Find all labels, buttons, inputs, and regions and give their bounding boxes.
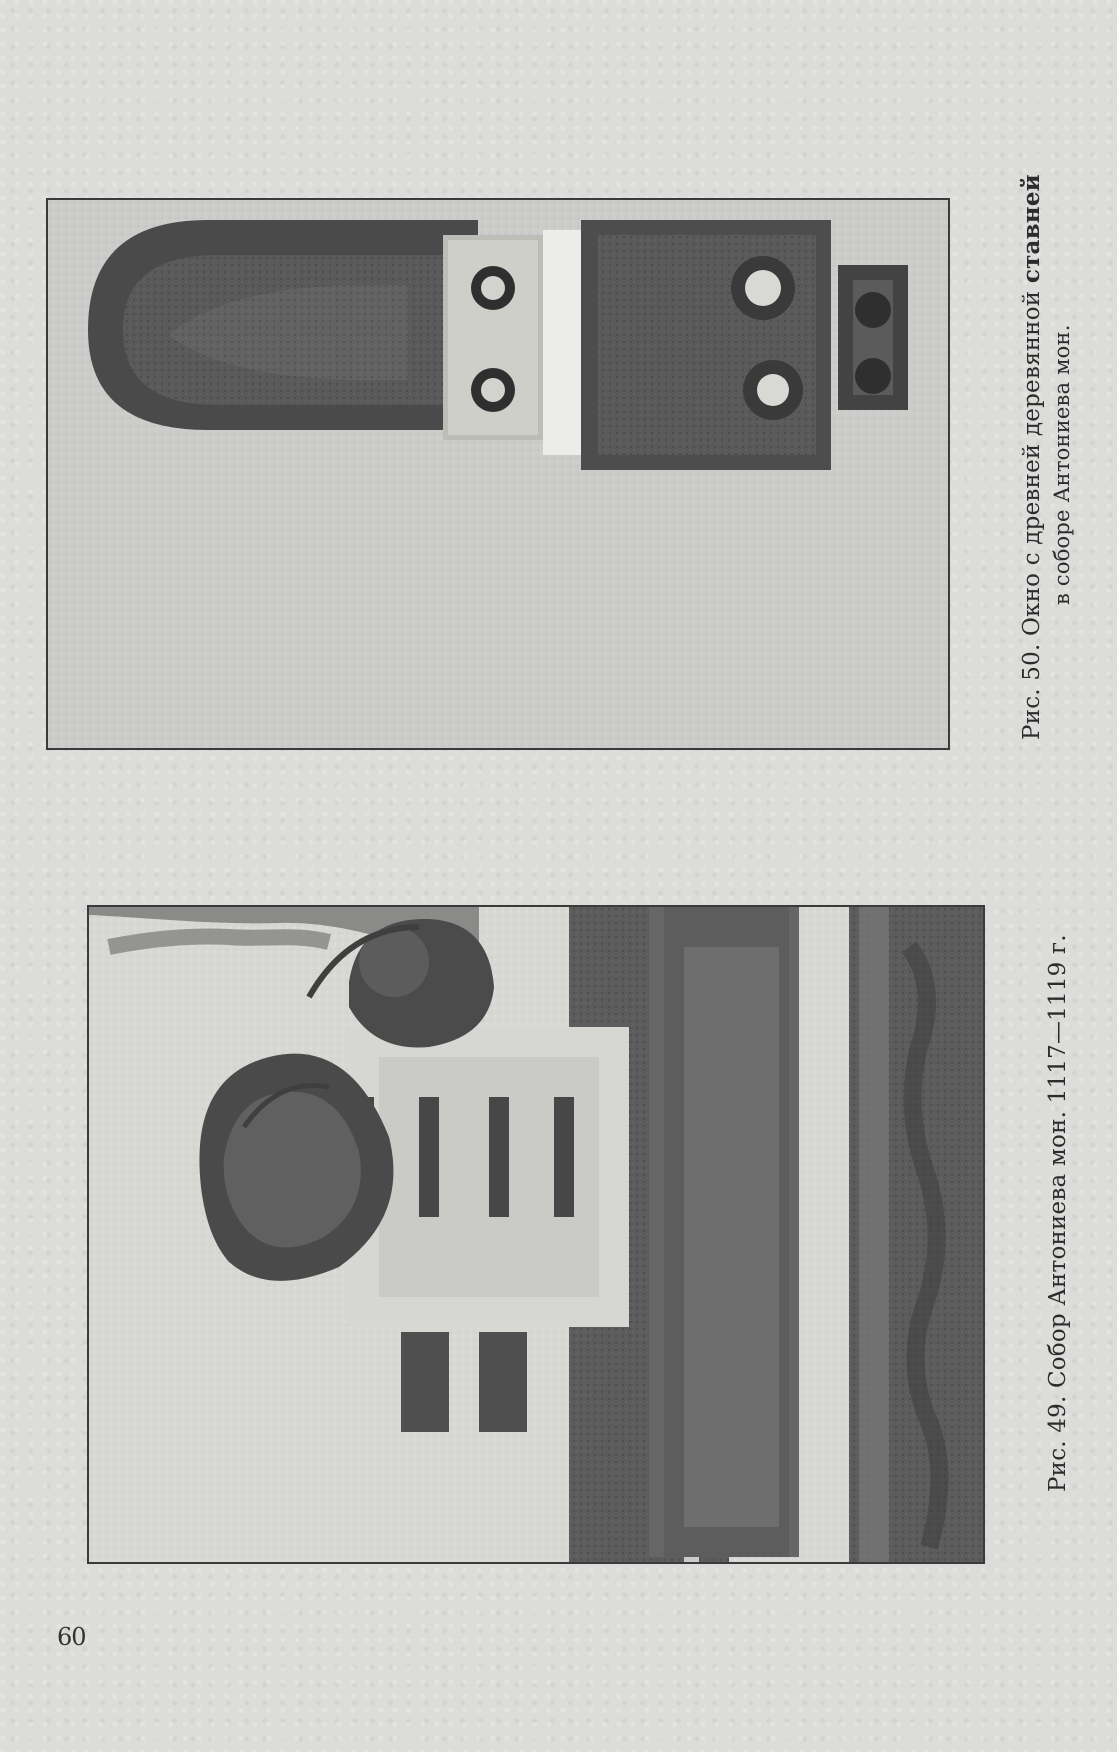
figure-50-caption-bold-word: ставней bbox=[1018, 174, 1045, 284]
antoniev-monastery-cathedral-photo bbox=[87, 905, 985, 1564]
figure-50-caption-line-2: в соборе Антониева мон. bbox=[1050, 324, 1074, 605]
figure-50-caption-line-1 bbox=[1018, 174, 1045, 740]
cathedral-illustration bbox=[89, 907, 983, 1562]
figure-49-caption: Рис. 49. Собор Антониева мон. 1117—1119 г. bbox=[1045, 934, 1071, 1492]
page-number: 60 bbox=[57, 1623, 86, 1651]
figure-50-caption-prefix: Рис. 50. Окно с древней деревянной bbox=[1019, 290, 1045, 740]
window-with-wooden-shutter-photo bbox=[46, 198, 950, 750]
window-shutter-illustration bbox=[48, 200, 948, 748]
